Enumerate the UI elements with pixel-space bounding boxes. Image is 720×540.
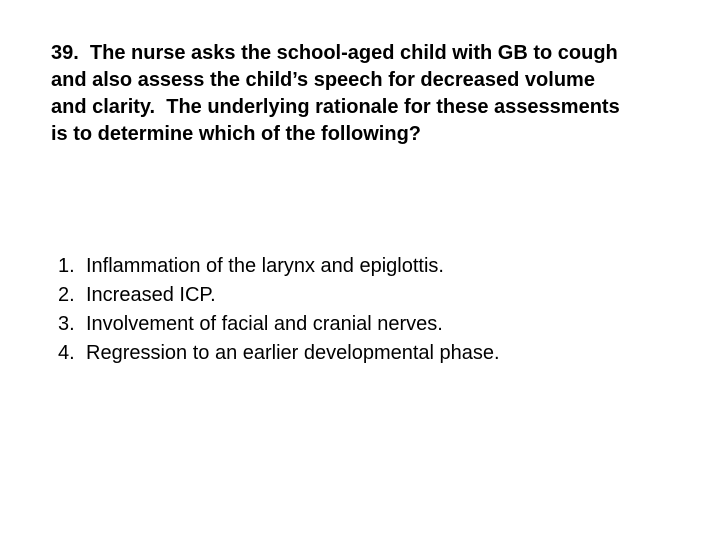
option-text: Involvement of facial and cranial nerves. — [86, 313, 443, 335]
option-text: Regression to an earlier developmental phase. — [86, 342, 500, 364]
option-text: Inflammation of the larynx and epiglottis. — [86, 255, 444, 277]
answer-option-1 — [36, 252, 676, 281]
answer-options-list — [36, 252, 676, 368]
question-text: 39. The nurse asks the school-aged child with GB to cough and also assess the child’s speech for decreased volume and clarity. The underlying rationale for these assessments is to determine which of the following? — [51, 42, 626, 145]
answer-option-4 — [36, 339, 676, 368]
answer-option-2 — [36, 281, 676, 310]
option-text: Increased ICP. — [86, 284, 216, 306]
option-number: 3. — [58, 313, 75, 335]
option-number: 2. — [58, 284, 75, 306]
option-number: 4. — [58, 342, 75, 364]
answer-option-3 — [36, 310, 676, 339]
option-number: 1. — [58, 255, 75, 277]
